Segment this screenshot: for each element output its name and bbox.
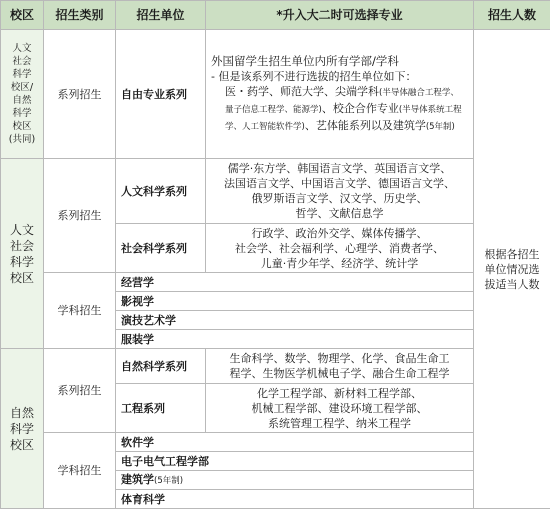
unit-architecture <box>116 471 474 490</box>
majors-note: 量子信息工程学、能源学) <box>225 104 322 115</box>
type-series: 系列招生 <box>44 159 116 273</box>
unit-architecture-label: 建筑学 <box>121 472 154 486</box>
unit-film: 影视学 <box>116 292 474 311</box>
type-subject: 学科招生 <box>44 433 116 509</box>
unit-software: 软件学 <box>116 433 474 452</box>
unit-sports: 体育科学 <box>116 490 474 509</box>
majors-text: 哲学、文献信息学 <box>295 207 384 220</box>
type-series: 系列招生 <box>44 30 116 159</box>
majors-text: 社会学、社会福利学、心理学、消费者学、 <box>235 241 444 255</box>
count-text: 拔适当人数 <box>484 277 540 291</box>
header-unit: 招生单位 <box>116 1 206 30</box>
campus-text: 科学 <box>12 69 32 80</box>
majors-social <box>206 224 474 273</box>
majors-text: 外国留学生招生单位内所有学部/学科 <box>211 53 399 68</box>
table-row <box>1 349 550 384</box>
unit-free-major: 自由专业系列 <box>116 30 206 159</box>
table-row <box>1 159 550 224</box>
campus-natural <box>1 349 44 509</box>
majors-text: 俄罗斯语言文学、汉文学、历史学、 <box>251 192 428 205</box>
unit-natural-series: 自然科学系列 <box>116 349 206 384</box>
majors-natural <box>206 349 474 384</box>
table-row <box>1 433 550 452</box>
count-text: 根据各招生 <box>484 247 540 261</box>
majors-humanities <box>206 159 474 224</box>
campus-text: 校区 <box>12 121 32 132</box>
campus-text: 科学 <box>9 254 34 269</box>
unit-architecture-note: (5年制) <box>154 475 184 486</box>
campus-text: 科学 <box>9 421 34 436</box>
majors-text: - 但是该系列不进行选拔的招生单位如下： <box>211 69 417 83</box>
majors-text: 机械工程学部、建设环境工程学部、 <box>251 401 428 415</box>
count-text: 单位情况选 <box>484 262 540 276</box>
unit-business: 经营学 <box>116 273 474 292</box>
majors-text: 生命科学、数学、物理学、化学、食品生命工 <box>229 352 450 365</box>
campus-text: 人文 <box>12 43 32 54</box>
majors-note: (半导体系统工程 <box>398 104 462 115</box>
header-campus: 校区 <box>1 1 44 30</box>
header-type: 招生类别 <box>44 1 116 30</box>
table-row <box>1 273 550 292</box>
campus-common <box>1 30 44 159</box>
majors-text: 程学、生物医学机械电子学、融合生命工程学 <box>229 367 450 380</box>
count-cell <box>474 30 550 509</box>
header-majors: *升入大二时可选择专业 <box>206 1 474 30</box>
majors-text: 行政学、政治外交学、媒体传播学、 <box>251 226 428 240</box>
campus-text: 自然 <box>12 95 32 106</box>
unit-engineering-series: 工程系列 <box>116 384 206 433</box>
campus-text: 校区 <box>9 270 34 285</box>
campus-text: 自然 <box>9 405 34 420</box>
majors-free-major <box>206 30 474 159</box>
majors-text: 、艺体能系列以及建筑学 <box>304 118 426 132</box>
majors-note: (5年制) <box>425 121 455 132</box>
majors-text: 儒学·东方学、韩国语言文学、英国语言文学、 <box>227 162 452 175</box>
majors-text: 系统管理工程学、纳米工程学 <box>268 416 411 430</box>
campus-text: 科学 <box>12 108 32 119</box>
unit-humanities-series: 人文科学系列 <box>116 159 206 224</box>
table-row <box>1 30 550 159</box>
majors-text: 儿童·青少年学、经济学、统计学 <box>260 256 419 270</box>
campus-text: 社会 <box>12 56 32 67</box>
type-series: 系列招生 <box>44 349 116 433</box>
campus-text: 校区/ <box>10 82 34 93</box>
unit-acting: 演技艺术学 <box>116 311 474 330</box>
header-count: 招生人数 <box>474 1 550 30</box>
majors-note: (半导体融合工程学、 <box>379 87 459 98</box>
campus-text: 人文 <box>9 222 34 237</box>
campus-text: 社会 <box>9 238 34 253</box>
unit-fashion: 服装学 <box>116 330 474 349</box>
majors-engineering <box>206 384 474 433</box>
majors-text: 医・药学、师范大学、尖端学科 <box>225 84 379 98</box>
campus-humanities <box>1 159 44 349</box>
unit-social-series: 社会科学系列 <box>116 224 206 273</box>
majors-note: 学、人工智能软件学) <box>225 121 305 132</box>
unit-electrical: 电子电气工程学部 <box>116 452 474 471</box>
type-subject: 学科招生 <box>44 273 116 349</box>
campus-text: 校区 <box>9 437 34 452</box>
header-row <box>1 1 550 30</box>
majors-text: 化学工程学部、新材料工程学部、 <box>257 386 422 400</box>
majors-text: 法国语言文学、中国语言文学、德国语言文学、 <box>224 177 455 190</box>
majors-text: 、校企合作专业 <box>321 101 399 115</box>
campus-text: (共同) <box>8 134 36 145</box>
